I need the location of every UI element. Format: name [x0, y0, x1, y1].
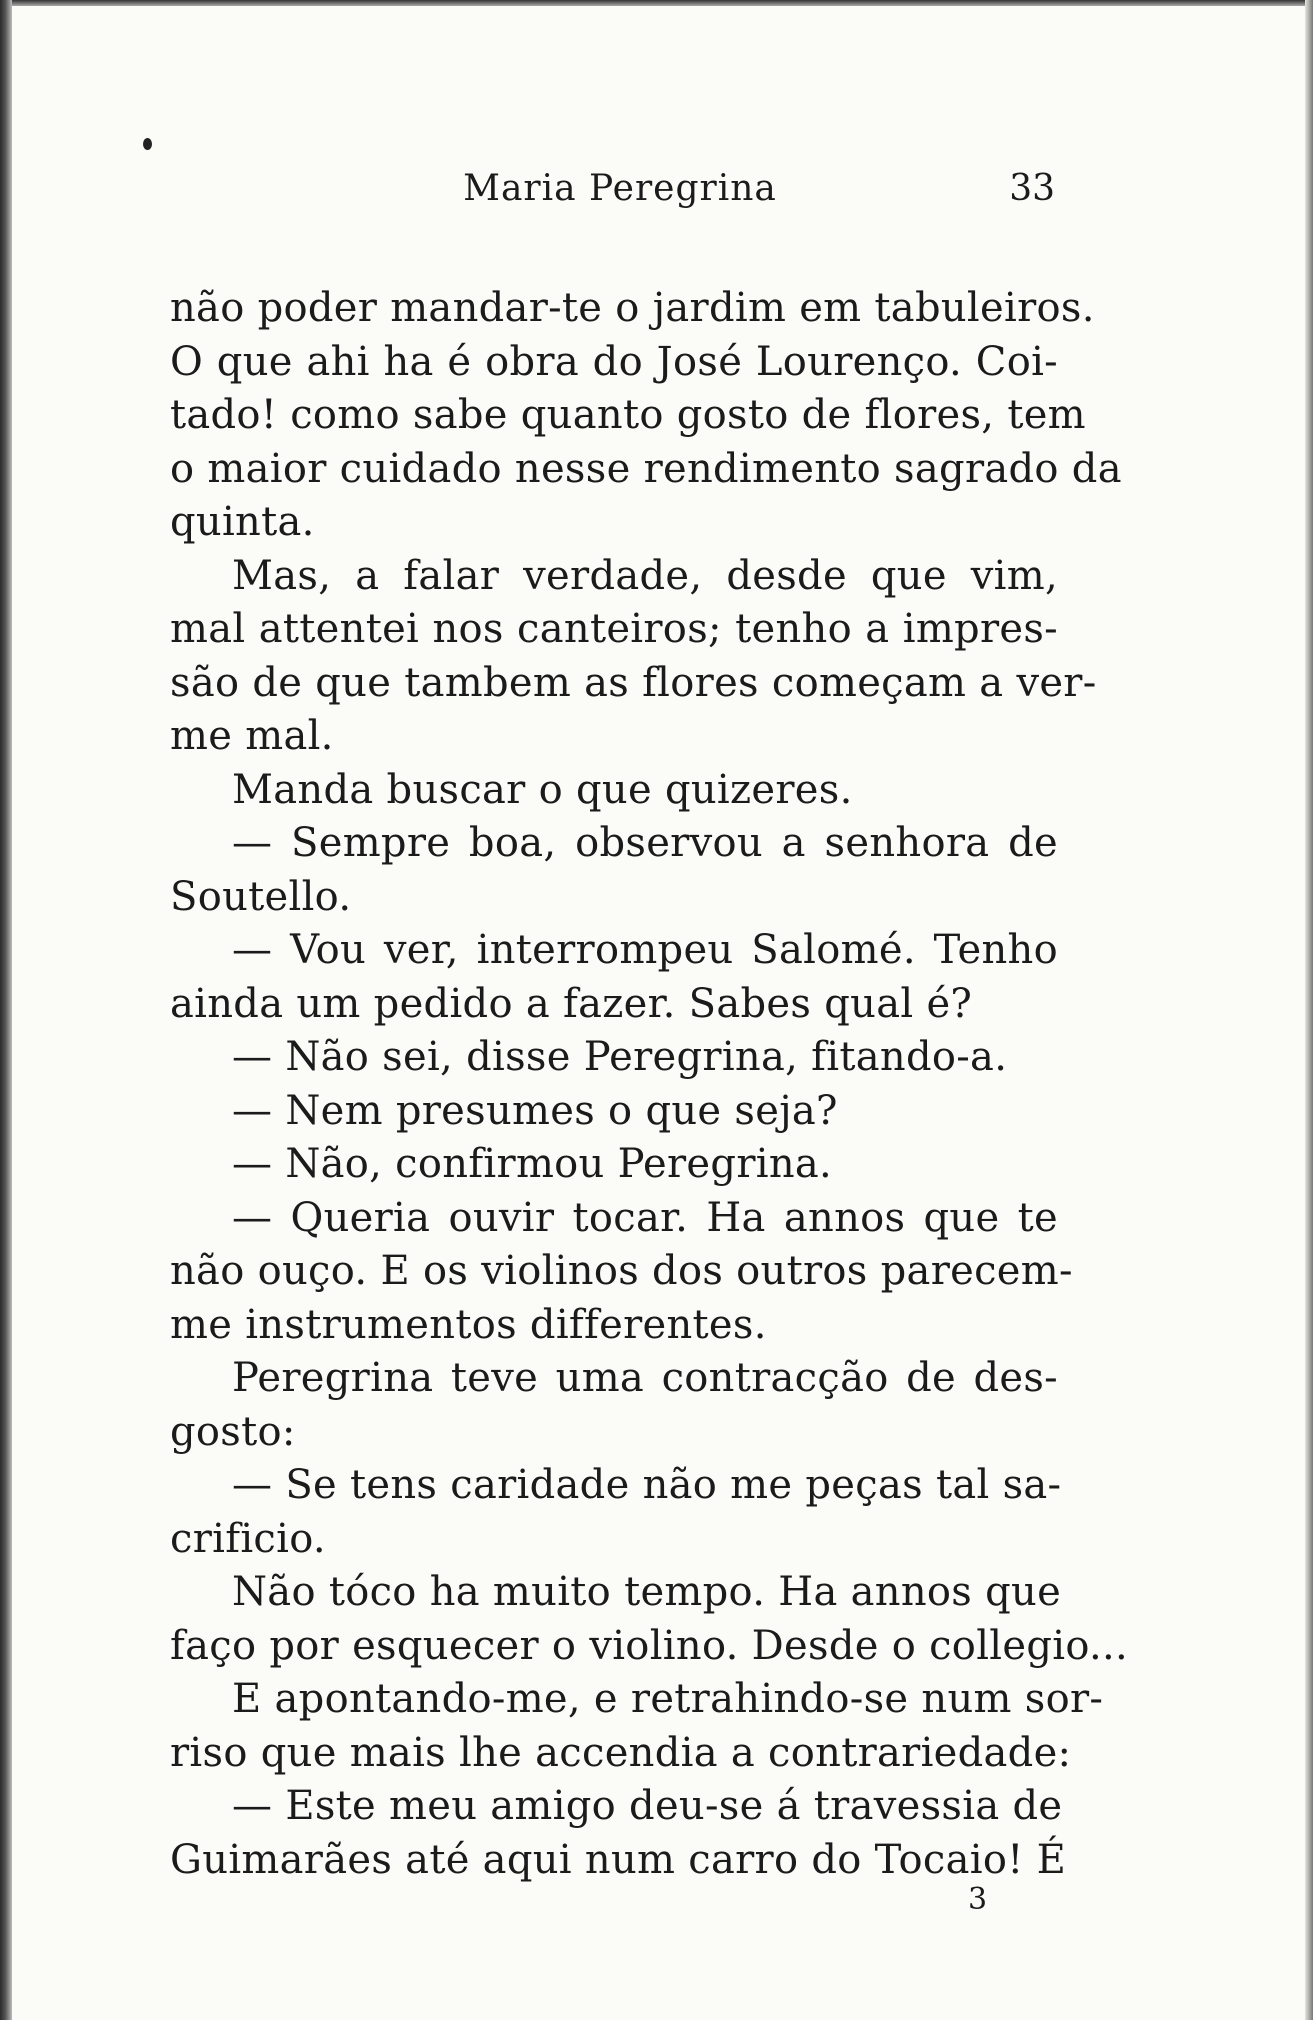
text-line: — Se tens caridade não me peças tal sa- [232, 1462, 1062, 1508]
text-line: — Vou ver, interrompeu Salomé. Tenho [232, 927, 1058, 973]
text-line: são de que tambem as flores começam a ver- [170, 659, 1097, 706]
text-line: Mas, a falar verdade, desde que vim, [232, 552, 1058, 599]
text-line: — Sempre boa, observou a senhora de [232, 820, 1058, 866]
page-right-edge [1305, 0, 1313, 2020]
text-line: quinta. [170, 499, 315, 545]
text-line: O que ahi ha é obra do José Lourenço. Coi- [170, 338, 1058, 385]
text-line: mal attentei nos canteiros; tenho a impres- [170, 606, 1058, 652]
text-line: riso que mais lhe accendia a contrariedade: [170, 1729, 1072, 1776]
text-line: Soutello. [170, 873, 352, 920]
running-head [185, 168, 1055, 218]
ink-speck [143, 138, 152, 150]
text-line: não ouço. E os violinos dos outros parecem- [170, 1248, 1073, 1294]
text-line: crificio. [170, 1515, 326, 1562]
text-line: — Nem presumes o que seja? [232, 1087, 838, 1134]
text-line: — Este meu amigo deu-se á travessia de [232, 1783, 1063, 1829]
running-title: Maria Peregrina [463, 168, 777, 209]
page-top-edge [0, 0, 1313, 6]
text-line: o maior cuidado nesse rendimento sagrado da [170, 445, 1122, 492]
text-line: Guimarães até aqui num carro do Tocaio! É [170, 1836, 1067, 1883]
book-spine-edge [0, 0, 12, 2020]
text-line: Peregrina teve uma contracção de des- [232, 1355, 1058, 1401]
text-line: — Não, confirmou Peregrina. [232, 1141, 833, 1187]
text-line: E apontando-me, e retrahindo-se num sor- [232, 1676, 1104, 1722]
text-line: faço por esquecer o violino. Desde o collegio... [170, 1622, 1129, 1669]
text-line: me mal. [170, 713, 334, 759]
text-line: gosto: [170, 1408, 296, 1455]
text-line: me instrumentos differentes. [170, 1301, 767, 1348]
text-line: — Não sei, disse Peregrina, fitando-a. [232, 1034, 1008, 1080]
signature-mark: 3 [968, 1882, 988, 1917]
text-line: tado! como sabe quanto gosto de flores, tem [170, 392, 1086, 438]
text-line: ainda um pedido a fazer. Sabes qual é? [170, 980, 973, 1027]
text-line: — Queria ouvir tocar. Ha annos que te [232, 1194, 1058, 1241]
text-line: não poder mandar-te o jardim em tabuleiros. [170, 285, 1095, 331]
page-number: 33 [1009, 168, 1055, 209]
body-text [170, 282, 1129, 1887]
text-line: Manda buscar o que quizeres. [232, 766, 853, 813]
text-line: Não tóco ha muito tempo. Ha annos que [232, 1569, 1062, 1615]
